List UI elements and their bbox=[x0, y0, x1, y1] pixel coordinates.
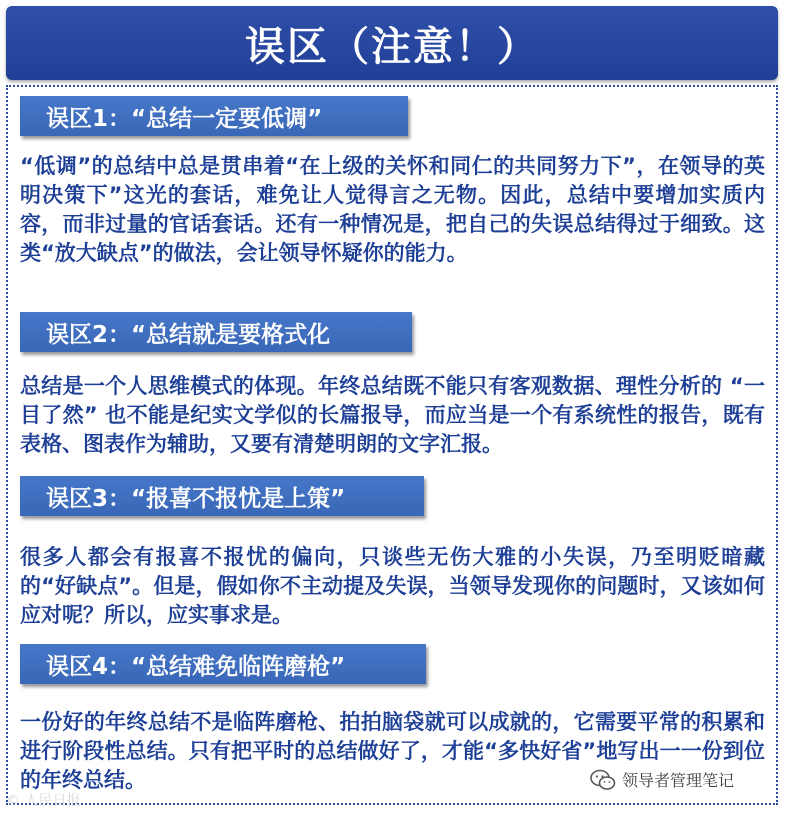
section-text-3: 很多人都会有报喜不报忧的偏向，只谈些无伤大雅的小失误，乃至明贬暗藏的“好缺点”。但是，假如你不主动提及失误，当领导发现你的问题时，又该如何应对呢？所以，应实事求是。 bbox=[20, 545, 765, 627]
section-text-2: 总结是一个人思维模式的体现。年终总结既不能只有客观数据、理性分析的 “一目了然” 也不能是纪实文学似的长篇报导，而应当是一个有系统性的报告，既有表格、图表作为辅助，又要有清楚明朗的文字汇报。 bbox=[20, 374, 765, 456]
watermark-account-name: 领导者管理笔记 bbox=[622, 771, 735, 790]
wechat-icon bbox=[590, 769, 616, 791]
section-label-1: 误区1：“总结一定要低调” bbox=[20, 96, 408, 136]
section-label-2: 误区2：“总结就是要格式化 bbox=[20, 312, 412, 352]
section-label-4: 误区4：“总结难免临阵磨枪” bbox=[20, 644, 426, 684]
page-title: 误区（注意！） bbox=[245, 23, 539, 70]
section-label-3: 误区3：“报喜不报忧是上策” bbox=[20, 476, 424, 516]
section-text-4: 一份好的年终总结不是临阵磨枪、拍拍脑袋就可以成就的，它需要平常的积累和进行阶段性总结。只有把平时的总结做好了，才能“多快好省”地写出一一份到位的年终总结。 bbox=[20, 710, 765, 792]
title-banner bbox=[6, 6, 778, 80]
watermark-account bbox=[590, 768, 734, 791]
watermark-source: © 人民日报 bbox=[6, 793, 81, 809]
section-text-1: “低调”的总结中总是贯串着“在上级的关怀和同仁的共同努力下”，在领导的英明决策下”这光的套话，难免让人觉得言之无物。因此，总结中要增加实质内容，而非过量的官话套话。还有一种情况是，把自己的失误总结得过于细致。这类“放大缺点”的做法，会让领导怀疑你的能力。 bbox=[20, 154, 765, 265]
